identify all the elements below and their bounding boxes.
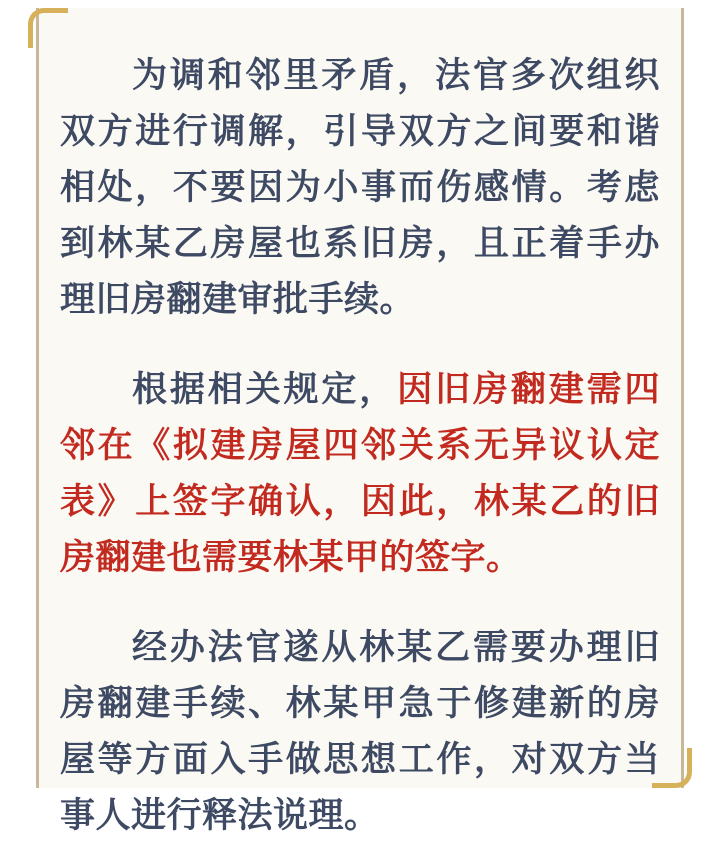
corner-bracket-top-left-icon [28,8,68,48]
paragraph-2-lead: 根据相关规定， [132,370,398,409]
paragraph-2 [60,362,660,586]
document-body [60,48,660,844]
paragraph-3: 经办法官遂从林某乙需要办理旧房翻建手续、林某甲急于修建新的房屋等方面入手做思想工作，对双方当事人进行释法说理。 [60,628,660,835]
paragraph-2-highlight: 因旧房翻建需四邻在《拟建房屋四邻关系无异议认定表》上签字确认，因此，林某乙的旧房翻建也需要林某甲的签字。 [60,370,660,577]
paragraph-1: 为调和邻里矛盾，法官多次组织双方进行调解，引导双方之间要和谐相处，不要因为小事而伤感情。考虑到林某乙房屋也系旧房，且正着手办理旧房翻建审批手续。 [60,56,660,319]
